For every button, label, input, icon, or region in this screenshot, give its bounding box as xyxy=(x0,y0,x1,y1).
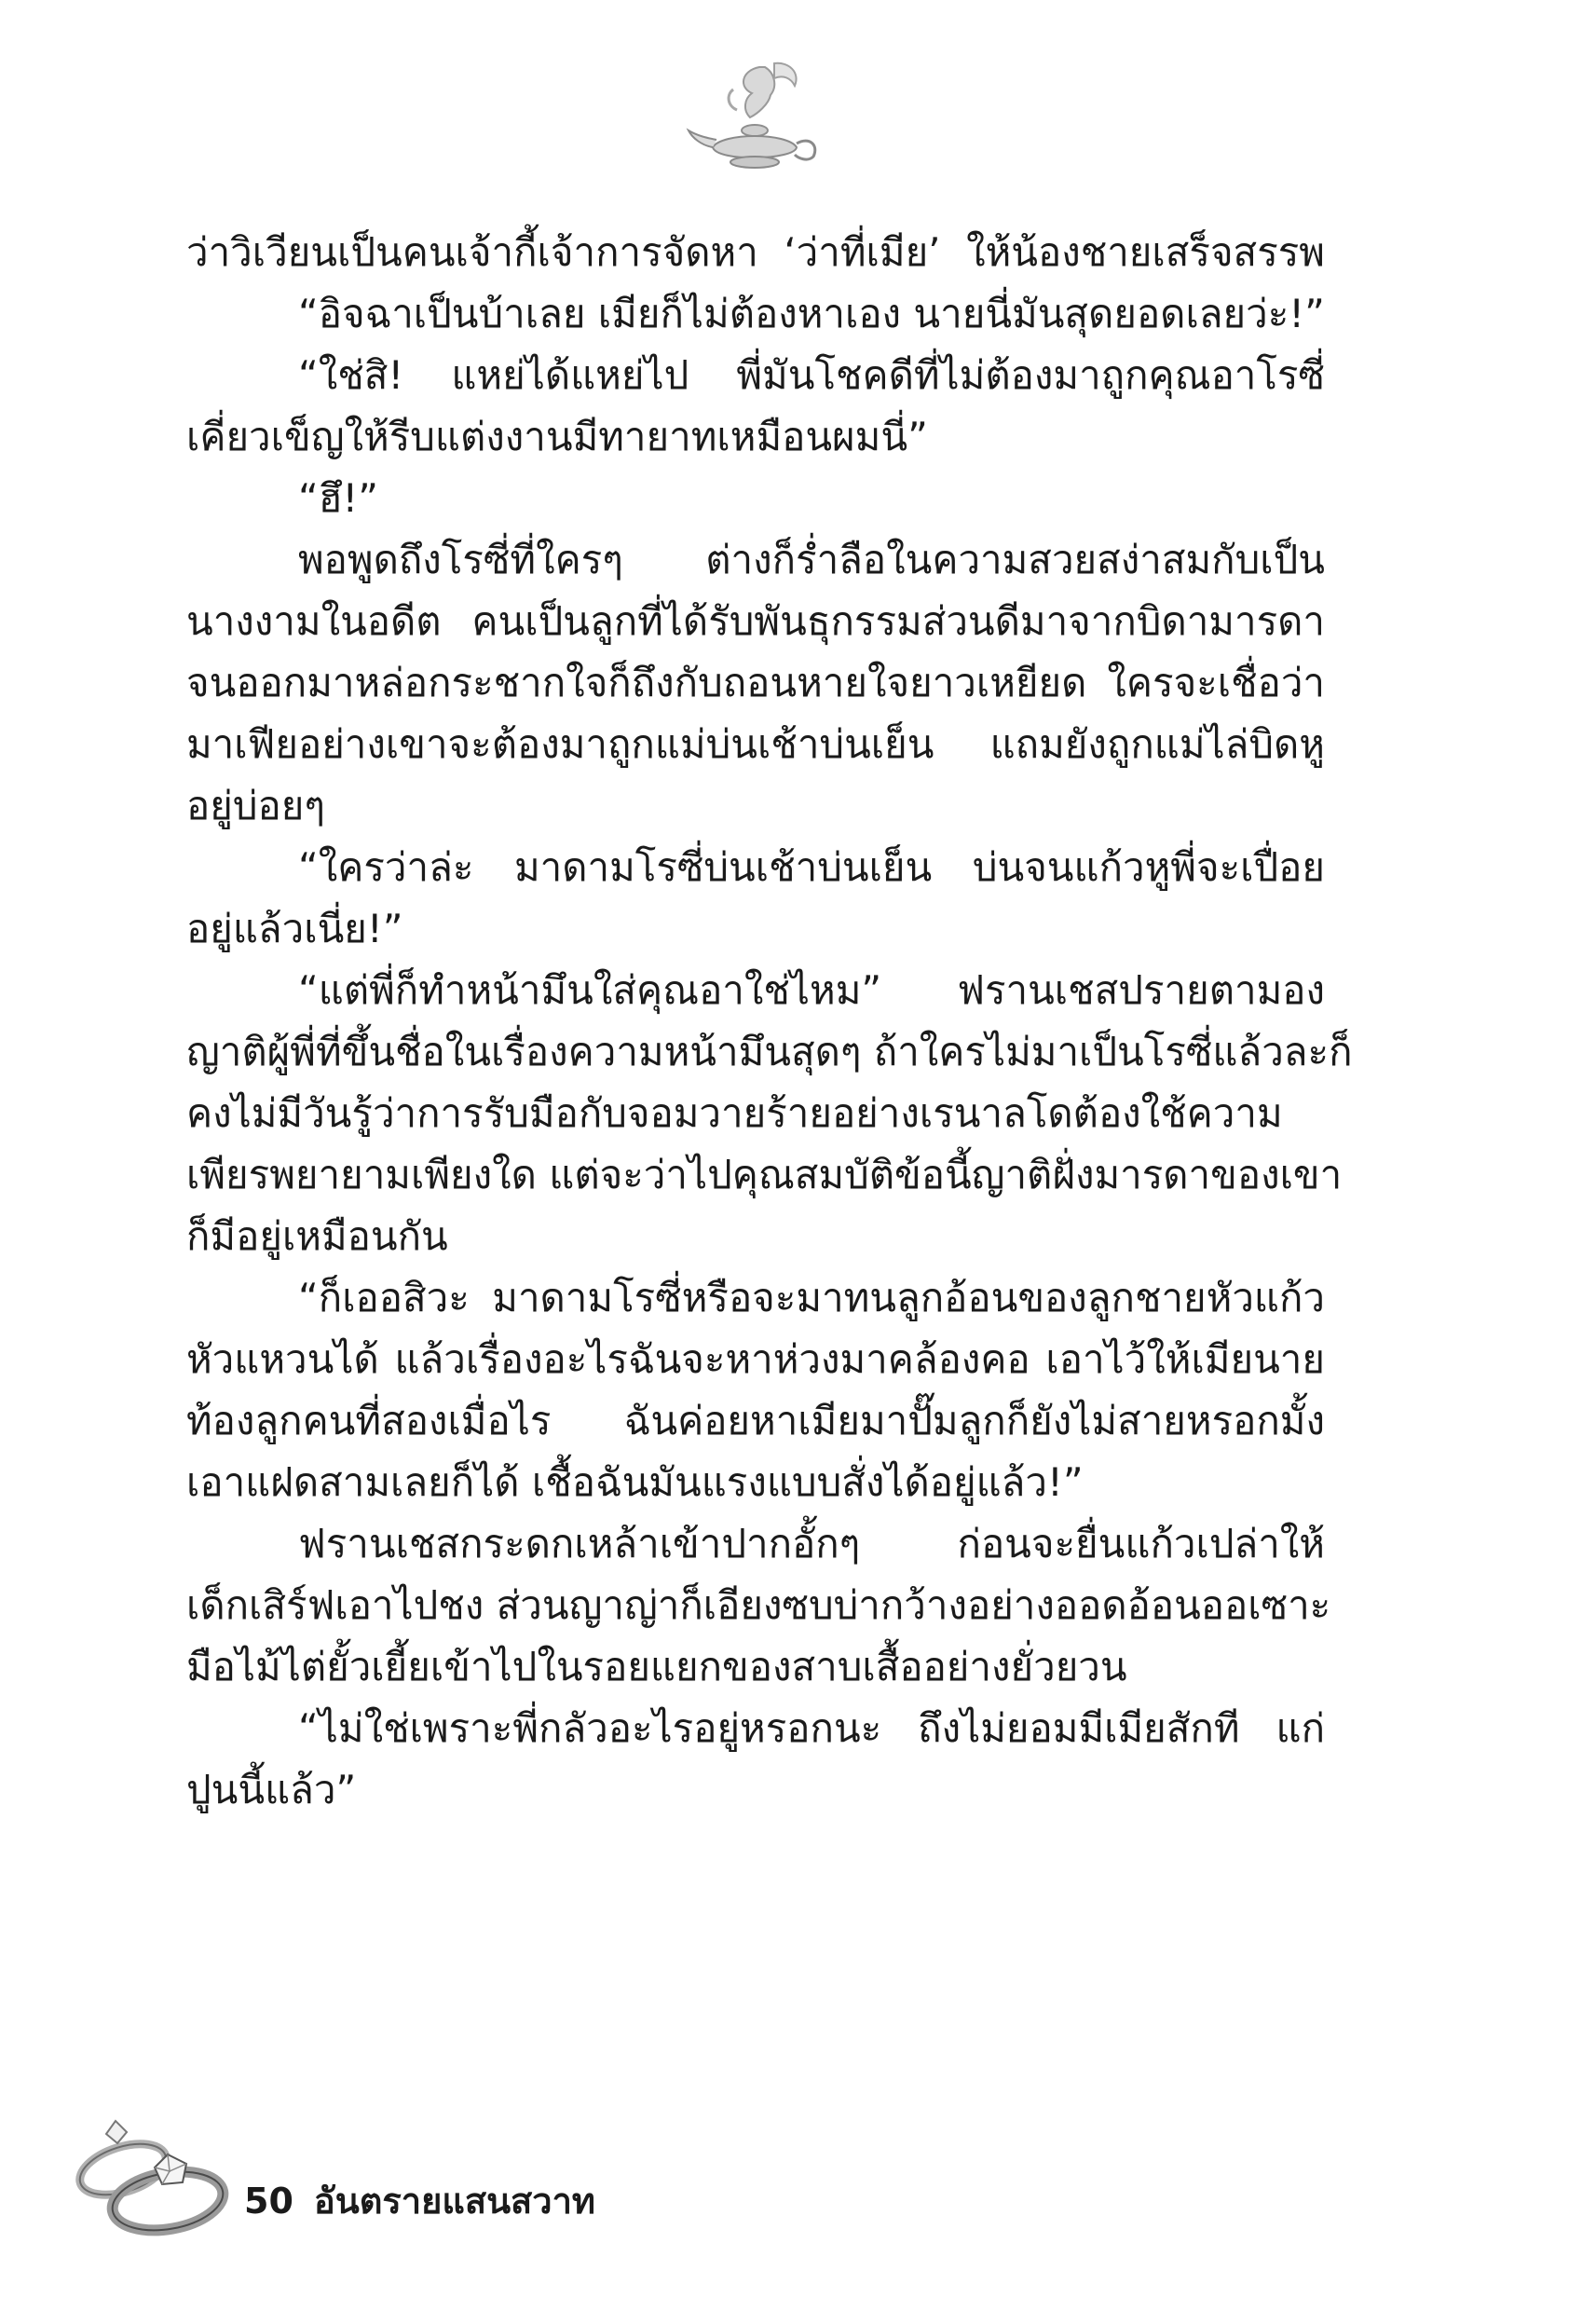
text-line: ญาติผู้พี่ที่ขึ้นชื่อในเรื่องความหน้ามึนสุดๆ ถ้าใครไม่มาเป็นโรซี่แล้วละก็ xyxy=(186,1029,1353,1074)
text-line: มาเฟียอย่างเขาจะต้องมาถูกแม่บ่นเช้าบ่นเย็น แถมยังถูกแม่ไล่บิดหู xyxy=(186,721,1325,767)
text-line: เอาแฝดสามเลยก็ได้ เชื้อฉันมันแรงแบบสั่งได้อยู่แล้ว!” xyxy=(186,1459,1084,1505)
text-line: อยู่แล้วเนี่ย!” xyxy=(186,906,403,951)
text-line: เพียรพยายามเพียงใด แต่จะว่าไปคุณสมบัติข้อนี้ญาติฝั่งมารดาของเขา xyxy=(186,1152,1343,1197)
text-line: ว่าวิเวียนเป็นคนเจ้ากี้เจ้าการจัดหา ‘ว่าที่เมีย’ ให้น้องชายเสร็จสรรพ xyxy=(186,229,1325,275)
text-line: เด็กเสิร์ฟเอาไปชง ส่วนญาญ่าก็เอียงซบบ่ากว้างอย่างออดอ้อนออเซาะ xyxy=(186,1582,1331,1628)
genie-lamp-icon xyxy=(685,58,825,188)
text-line: นางงามในอดีต คนเป็นลูกที่ได้รับพันธุกรรมส่วนดีมาจากบิดามารดา xyxy=(186,598,1325,644)
text-line: “แต่พี่ก็ทำหน้ามึนใส่คุณอาใช่ไหม” ฟรานเชสปรายตามอง xyxy=(298,967,1325,1013)
text-line: คงไม่มีวันรู้ว่าการรับมือกับจอมวายร้ายอย่างเรนาลโดต้องใช้ความ xyxy=(186,1090,1283,1136)
text-line: เคี่ยวเข็ญให้รีบแต่งงานมีทายาทเหมือนผมนี่” xyxy=(186,414,928,459)
text-line: อยู่บ่อยๆ xyxy=(186,783,325,828)
text-line: “ใช่สิ! แหย่ได้แหย่ไป พี่มันโชคดีที่ไม่ต้องมาถูกคุณอาโรซี่ xyxy=(298,352,1325,398)
text-line: ท้องลูกคนที่สองเมื่อไร ฉันค่อยหาเมียมาปั๊มลูกก็ยังไม่สายหรอกมั้ง xyxy=(186,1398,1325,1443)
page-number: 50 xyxy=(244,2181,293,2222)
text-line: ฟรานเชสกระดกเหล้าเข้าปากอั้กๆ ก่อนจะยื่นแก้วเปล่าให้ xyxy=(298,1521,1325,1566)
diamond-rings-icon xyxy=(58,2097,244,2246)
text-line: ก็มีอยู่เหมือนกัน xyxy=(186,1213,448,1259)
body-text xyxy=(186,222,1353,1821)
page-footer xyxy=(244,2173,595,2229)
text-line: “ฮึ!” xyxy=(298,475,378,521)
text-line: “อิจฉาเป็นบ้าเลย เมียก็ไม่ต้องหาเอง นายนี่มันสุดยอดเลยว่ะ!” xyxy=(298,291,1325,336)
text-line: ปูนนี้แล้ว” xyxy=(186,1767,357,1812)
book-title: อันตรายแสนสวาท xyxy=(313,2181,595,2222)
text-line: “ไม่ใช่เพราะพี่กลัวอะไรอยู่หรอกนะ ถึงไม่ยอมมีเมียสักที แก่ xyxy=(298,1705,1325,1751)
text-line: “ก็เออสิวะ มาดามโรซี่หรือจะมาทนลูกอ้อนของลูกชายหัวแก้ว xyxy=(298,1275,1325,1320)
text-line: พอพูดถึงโรซี่ที่ใครๆ ต่างก็ร่ำลือในความสวยสง่าสมกับเป็น xyxy=(298,537,1325,582)
text-line: จนออกมาหล่อกระชากใจก็ถึงกับถอนหายใจยาวเหยียด ใครจะเชื่อว่า xyxy=(186,660,1325,705)
text-line: “ใครว่าล่ะ มาดามโรซี่บ่นเช้าบ่นเย็น บ่นจนแก้วหูพี่จะเปื่อย xyxy=(298,844,1325,890)
text-line: มือไม้ไต่ยั้วเยี้ยเข้าไปในรอยแยกของสาบเสื้ออย่างยั่วยวน xyxy=(186,1644,1127,1689)
text-line: หัวแหวนได้ แล้วเรื่องอะไรฉันจะหาห่วงมาคล้องคอ เอาไว้ให้เมียนาย xyxy=(186,1336,1325,1382)
